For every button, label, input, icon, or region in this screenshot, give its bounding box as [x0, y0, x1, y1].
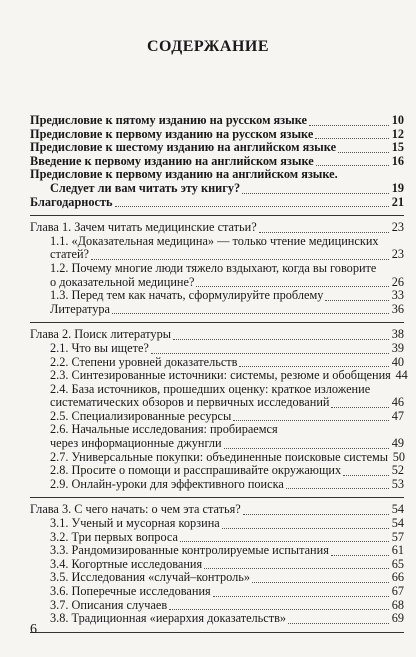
dot-leader: [315, 137, 389, 139]
toc-entry: [30, 599, 404, 613]
dot-leader: [309, 124, 389, 126]
toc-entry-page: 21: [391, 194, 404, 209]
toc-entry-page: 68: [391, 597, 404, 612]
toc-entry: [30, 478, 404, 492]
dot-leader: [316, 164, 389, 166]
toc-entry-page: 23: [391, 247, 404, 262]
toc-entry-page: 15: [391, 140, 404, 155]
toc-entry: [30, 558, 404, 572]
toc-entry-title: 3.8. Традиционная «иерархия доказательств»: [50, 611, 287, 626]
toc-entry: [30, 464, 404, 478]
toc-entry-page: 54: [391, 502, 404, 517]
dot-leader: [233, 419, 389, 421]
toc-entry-title: 2.3. Синтезированные источники: системы, резюме и обобщения: [50, 368, 391, 383]
toc-entry-page: 47: [391, 408, 404, 423]
toc-entry: [30, 289, 404, 303]
dot-leader: [242, 192, 389, 194]
toc-entry-title: 3.1. Ученый и мусорная корзина: [50, 516, 220, 531]
toc-entry-title: Литература: [50, 301, 111, 316]
page-number: 6: [30, 622, 37, 637]
dot-leader: [338, 151, 389, 153]
divider: [30, 322, 404, 323]
table-of-contents: [30, 113, 408, 638]
toc-entry-title: Благодарность: [30, 194, 113, 209]
toc-entry: [30, 356, 404, 370]
toc-entry-title: 2.9. Онлайн-уроки для эффективного поиска: [50, 476, 284, 491]
dot-leader: [288, 622, 389, 624]
toc-entry: [30, 303, 404, 317]
toc-entry-title: через информационные джунгли: [50, 436, 222, 451]
toc-entry-page: 61: [391, 543, 404, 558]
dot-leader: [286, 487, 389, 489]
toc-entry-title: Следует ли вам читать эту книгу?: [50, 180, 241, 195]
toc-entry: [30, 531, 404, 545]
toc-entry-page: 54: [391, 516, 404, 531]
toc-entry-title: Предисловие к шестому изданию на английском языке: [30, 140, 337, 155]
dot-leader: [325, 299, 389, 301]
toc-entry-title: Глава 2. Поиск литературы: [30, 327, 171, 342]
toc-entry-title: 2.7. Универсальные покупки: объединенные поисковые системы: [50, 449, 389, 464]
toc-entry-page: 19: [391, 180, 404, 195]
toc-entry-page: 52: [391, 463, 404, 478]
toc-entry-title: о доказательной медицине?: [50, 274, 195, 289]
dot-leader: [112, 312, 389, 314]
toc-entry-title: Предисловие к первому изданию на английском языке.: [30, 167, 338, 182]
toc-entry: [30, 571, 404, 585]
dot-leader: [151, 352, 389, 354]
toc-entry: [30, 155, 404, 169]
toc-entry-title: Глава 1. Зачем читать медицинские статьи?: [30, 220, 257, 235]
toc-entry-title: 3.6. Поперечные исследования: [50, 584, 211, 598]
dot-leader: [343, 474, 389, 476]
dot-leader: [180, 540, 389, 542]
divider: [30, 215, 404, 216]
toc-entry-title: 3.3. Рандомизированные контролируемые испытания: [50, 543, 329, 558]
toc-entry-title: 2.8. Просите о помощи и расспрашивайте окружающих: [50, 463, 342, 478]
toc-entry-title: 2.5. Специализированные ресурсы: [50, 408, 232, 423]
toc-entry: [30, 410, 404, 424]
toc-entry-page: 65: [391, 556, 404, 571]
toc-entry: [30, 437, 404, 451]
toc-entry: [30, 368, 408, 383]
toc-entry: [30, 517, 404, 531]
toc-entry: [30, 276, 404, 290]
toc-entry-page: 16: [391, 153, 404, 168]
dot-leader: [173, 338, 389, 340]
toc-entry-page: 46: [391, 395, 404, 410]
toc-entry-title: Глава 3. С чего начать: о чем эта статья?: [30, 502, 241, 517]
toc-entry-title: 2.6. Начальные исследования: пробираемся: [50, 422, 278, 437]
toc-entry-title: Введение к первому изданию на английском языке: [30, 153, 314, 168]
toc-entry-page: 39: [391, 340, 404, 355]
toc-entry-page: 57: [391, 529, 404, 544]
page-title: СОДЕРЖАНИЕ: [146, 38, 270, 55]
toc-entry-title: Предисловие к первому изданию на русском языке: [30, 126, 314, 141]
toc-entry: [30, 114, 404, 128]
toc-entry-page: 40: [391, 354, 404, 369]
toc-entry: [30, 451, 404, 465]
chapter-heading: [30, 221, 404, 235]
toc-entry-page: 23: [391, 220, 404, 235]
divider: [30, 632, 404, 633]
toc-entry-title: 1.3. Перед тем как начать, сформулируйте проблему: [50, 288, 324, 303]
toc-entry-page: 50: [392, 449, 406, 464]
dot-leader: [331, 554, 389, 556]
toc-entry-page: 26: [391, 274, 404, 289]
toc-entry-title: Предисловие к пятому изданию на русском языке: [30, 113, 307, 127]
toc-entry-page: 12: [391, 126, 404, 141]
dot-leader: [196, 285, 389, 287]
toc-entry-page: 38: [391, 327, 404, 342]
toc-entry: [30, 612, 404, 626]
toc-entry: [30, 585, 404, 599]
dot-leader: [252, 581, 389, 583]
toc-entry-page: 36: [391, 301, 404, 316]
toc-entry: [30, 544, 404, 558]
dot-leader: [259, 231, 389, 233]
toc-entry-page: 49: [391, 436, 404, 451]
toc-entry-page: 67: [391, 584, 404, 598]
toc-entry-page: 69: [391, 611, 404, 626]
toc-entry-title: 1.1. «Доказательная медицина» — только чтение медицинских: [50, 233, 379, 248]
toc-entry: [30, 182, 404, 196]
chapter-heading: [30, 328, 404, 342]
toc-entry-title: статей?: [50, 247, 89, 262]
toc-entry-page: 53: [391, 476, 404, 491]
toc-entry-title: 2.2. Степени уровней доказательств: [50, 354, 238, 369]
toc-entry-page: 33: [391, 288, 404, 303]
toc-entry-title: систематических обзоров и первичных исследований: [50, 395, 330, 410]
dot-leader: [115, 205, 389, 207]
toc-entry-title: 2.4. База источников, прошедших оценку: краткое изложение: [50, 381, 371, 396]
toc-entry-title: 3.4. Когортные исследования: [50, 556, 203, 571]
chapter-heading: [30, 503, 404, 517]
toc-entry-page: 10: [391, 113, 404, 127]
toc-entry-page: 66: [391, 570, 404, 585]
toc-entry: [30, 141, 404, 155]
toc-entry-title: 3.5. Исследования «случай–контроль»: [50, 570, 251, 585]
dot-leader: [91, 258, 389, 260]
toc-entry: [30, 396, 404, 410]
toc-entry-title: 3.2. Три первых вопроса: [50, 529, 178, 544]
dot-leader: [224, 447, 389, 449]
dot-leader: [213, 595, 389, 597]
toc-entry: [30, 342, 404, 356]
toc-entry: [30, 248, 404, 262]
divider: [30, 497, 404, 498]
dot-leader: [222, 527, 389, 529]
toc-entry: [30, 128, 404, 142]
dot-leader: [169, 608, 389, 610]
dot-leader: [204, 567, 389, 569]
toc-entry: [30, 196, 404, 210]
dot-leader: [243, 513, 389, 515]
toc-entry-page: 44: [395, 368, 408, 383]
toc-entry-title: 3.7. Описания случаев: [50, 597, 168, 612]
toc-entry-title: 2.1. Что вы ищете?: [50, 340, 149, 355]
toc-entry-title: 1.2. Почему многие люди тяжело вздыхают, когда вы говорите: [50, 260, 377, 275]
dot-leader: [239, 365, 389, 367]
dot-leader: [331, 406, 389, 408]
